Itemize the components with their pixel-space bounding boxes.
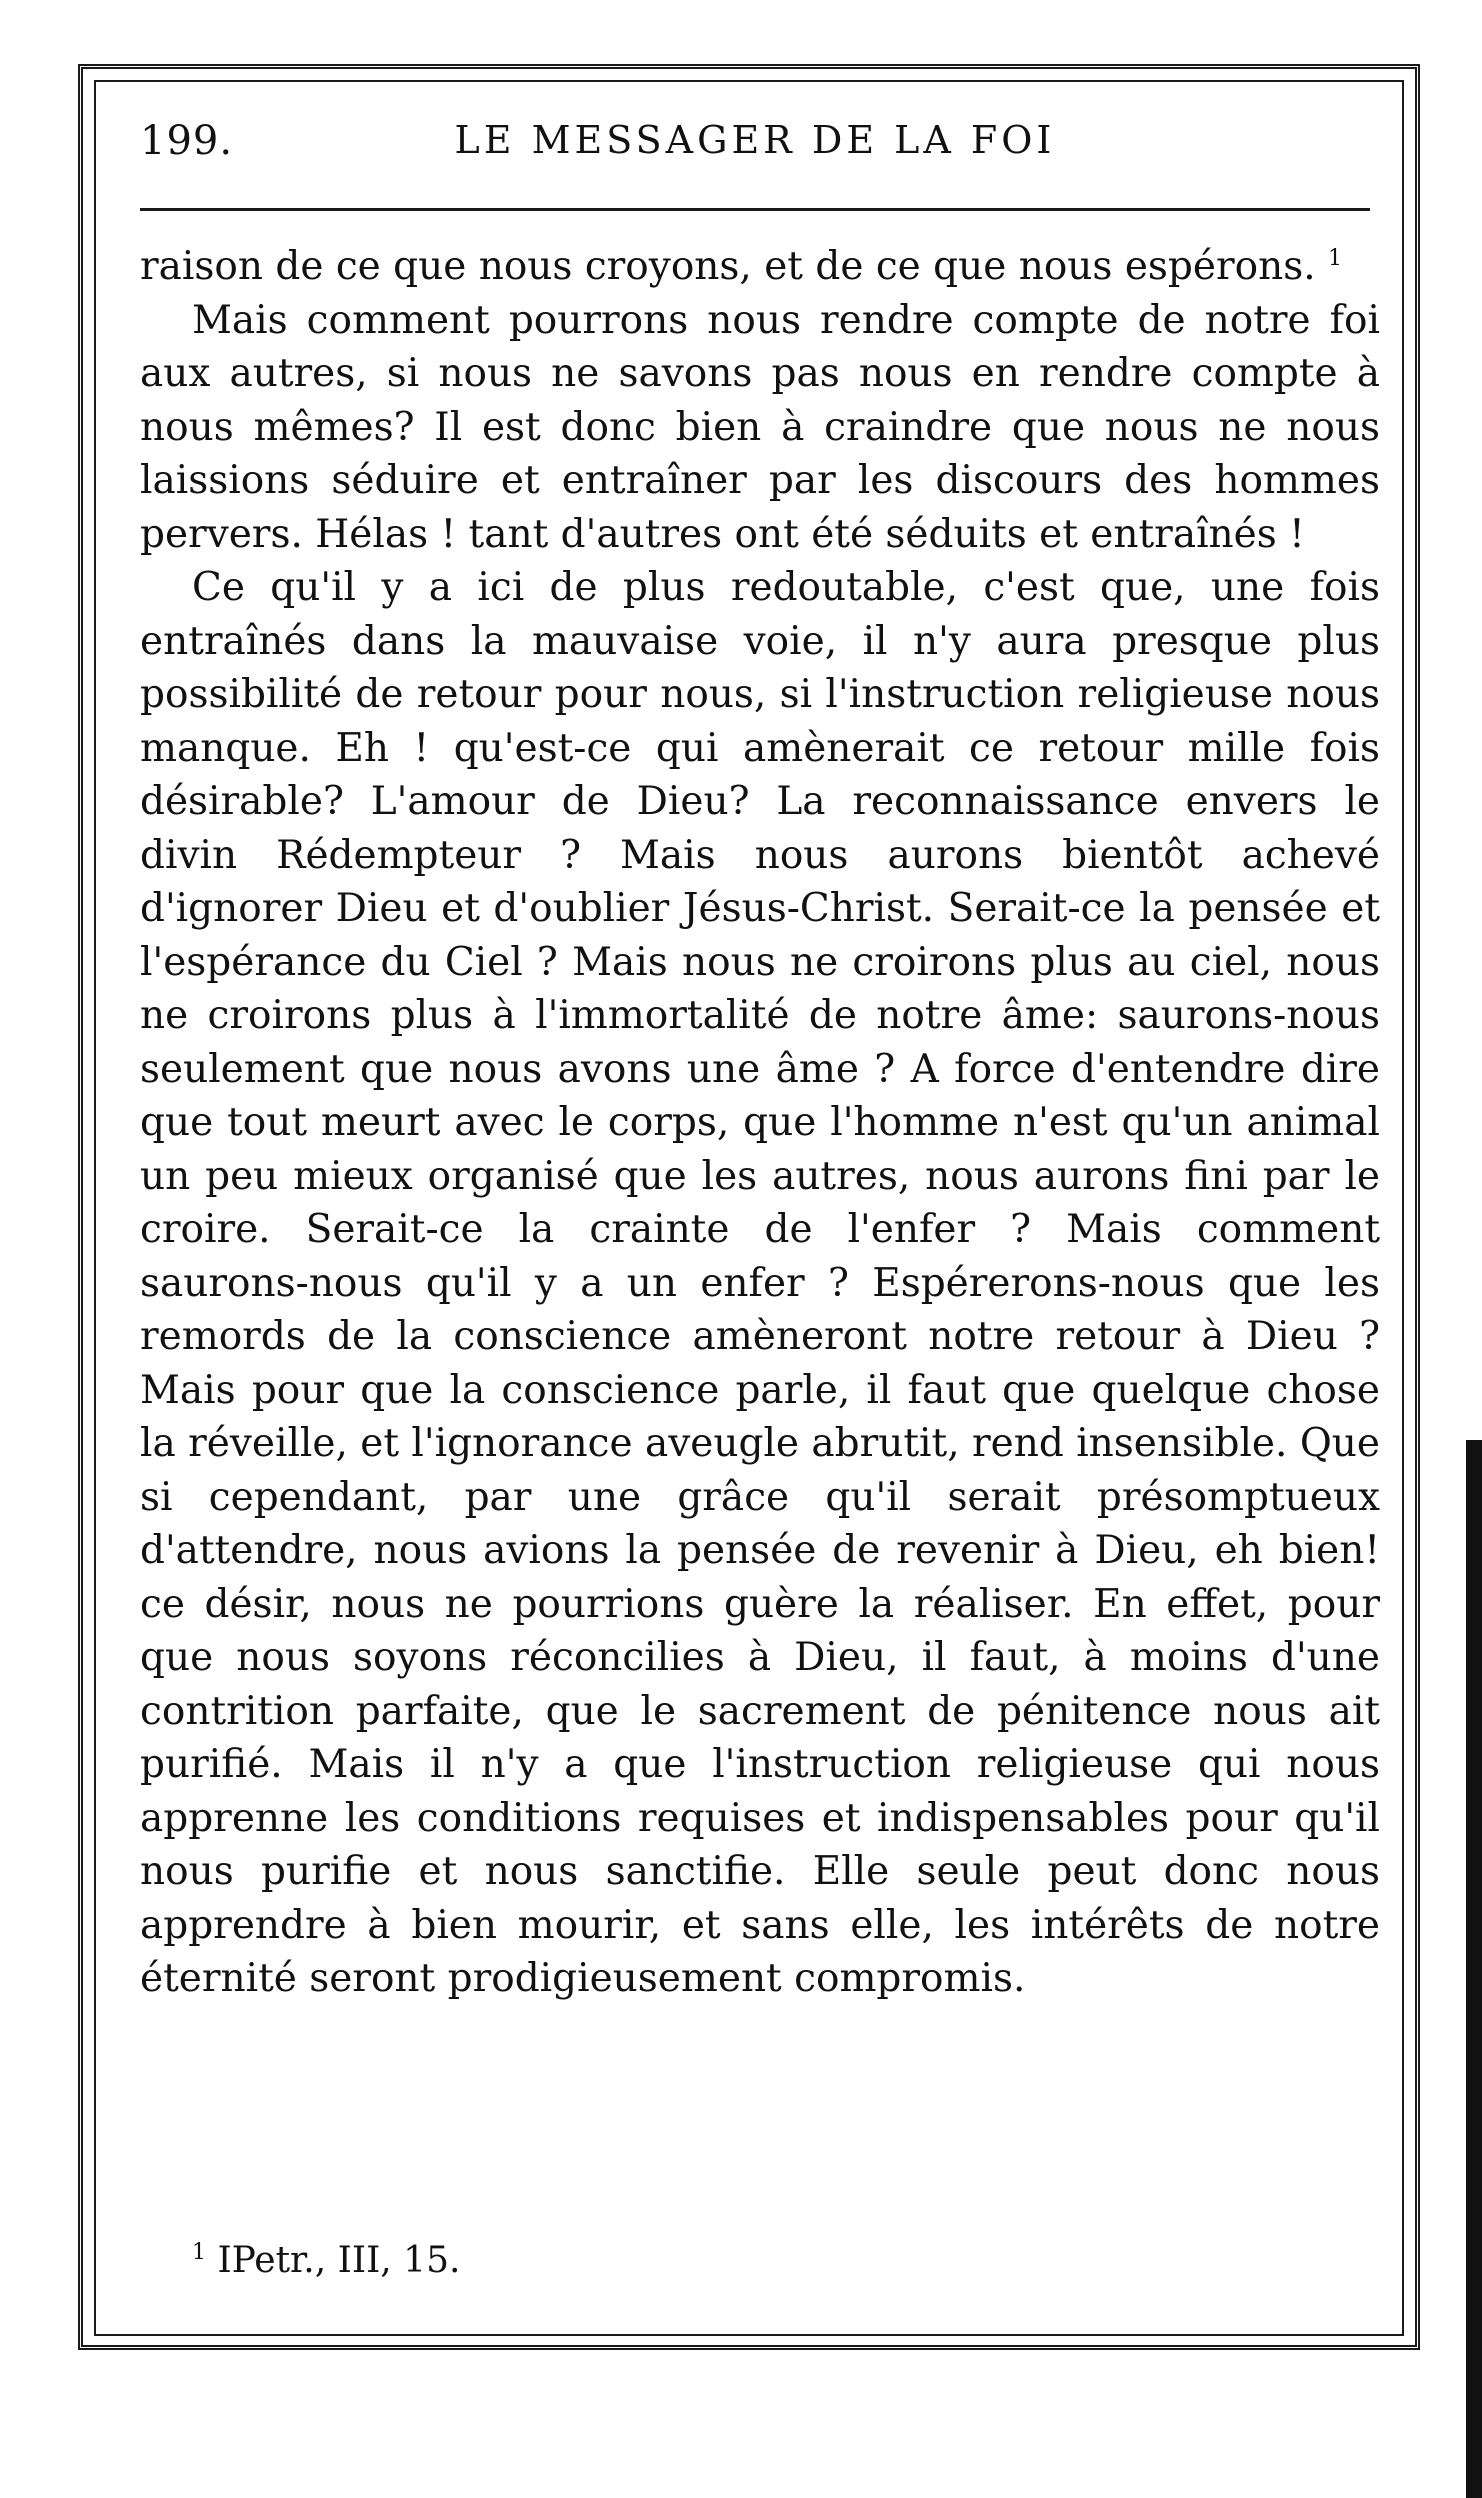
footnote-reference: 1: [1328, 246, 1343, 271]
page-header: [140, 118, 1370, 178]
footnote-marker: 1: [192, 2240, 206, 2265]
footnote-text: IPetr., III, 15.: [217, 2240, 461, 2281]
paragraph-3: Ce qu'il y a ici de plus redoutable, c'est que, une fois entraînés dans la mauvaise voie, il n'y aura presque plus possibilité de retour pour nous, si l'instruction religieuse nous manque. Eh ! qu'est-ce qui amènerait ce retour mille fois désirable? L'amour de Dieu? La reconnaissance envers le divin Rédempteur ? Mais nous aurons bientôt achevé d'ignorer Dieu et d'oublier Jésus-Christ. Serait-ce la pensée et l'espérance du Ciel ? Mais nous ne croirons plus au ciel, nous ne croirons plus à l'immortalité de notre âme: saurons-nous seulement que nous avons une âme ? A force d'entendre dire que tout meurt avec le corps, que l'homme n'est qu'un animal un peu mieux organisé que les autres, nous aurons fini par le croire. Serait-ce la crainte de l'enfer ? Mais comment saurons-nous qu'il y a un enfer ? Espérerons-nous que les remords de la conscience amèneront notre retour à Dieu ? Mais pour que la conscience parle, il faut que quelque chose la réveille, et l'ignorance aveugle abrutit, rend insensible. Que si cependant, par une grâce qu'il serait présomptueux d'attendre, nous avions la pensée de revenir à Dieu, eh bien! ce désir, nous ne pourrions guère la réaliser. En effet, pour que nous soyons réconcilies à Dieu, il faut, à moins d'une contrition parfaite, que le sacrement de pénitence nous ait purifié. Mais il n'y a que l'instruction religieuse qui nous apprenne les conditions requises et indispensables pour qu'il nous purifie et nous sanctifie. Elle seule peut donc nous apprendre à bien mourir, et sans elle, les intérêts de notre éternité seront prodigieusement compromis.: [140, 565, 1380, 2001]
paragraph-2: Mais comment pourrons nous rendre compte de notre foi aux autres, si nous ne savons pas nous en rendre compte à nous mêmes? Il est donc bien à craindre que nous ne nous laissions séduire et entraîner par les discours des hommes pervers. Hélas ! tant d'autres ont été séduits et entraînés !: [140, 297, 1380, 557]
running-title: LE MESSAGER DE LA FOI: [454, 118, 1056, 162]
body-text: [140, 240, 1380, 2006]
paragraph-1: [140, 240, 1380, 294]
scan-edge-shadow: [1466, 1440, 1482, 2498]
footnote: [192, 2240, 460, 2281]
paragraph-1-text: raison de ce que nous croyons, et de ce que nous espérons.: [140, 244, 1316, 289]
header-rule: [140, 208, 1370, 211]
page-number: 199.: [140, 118, 234, 164]
